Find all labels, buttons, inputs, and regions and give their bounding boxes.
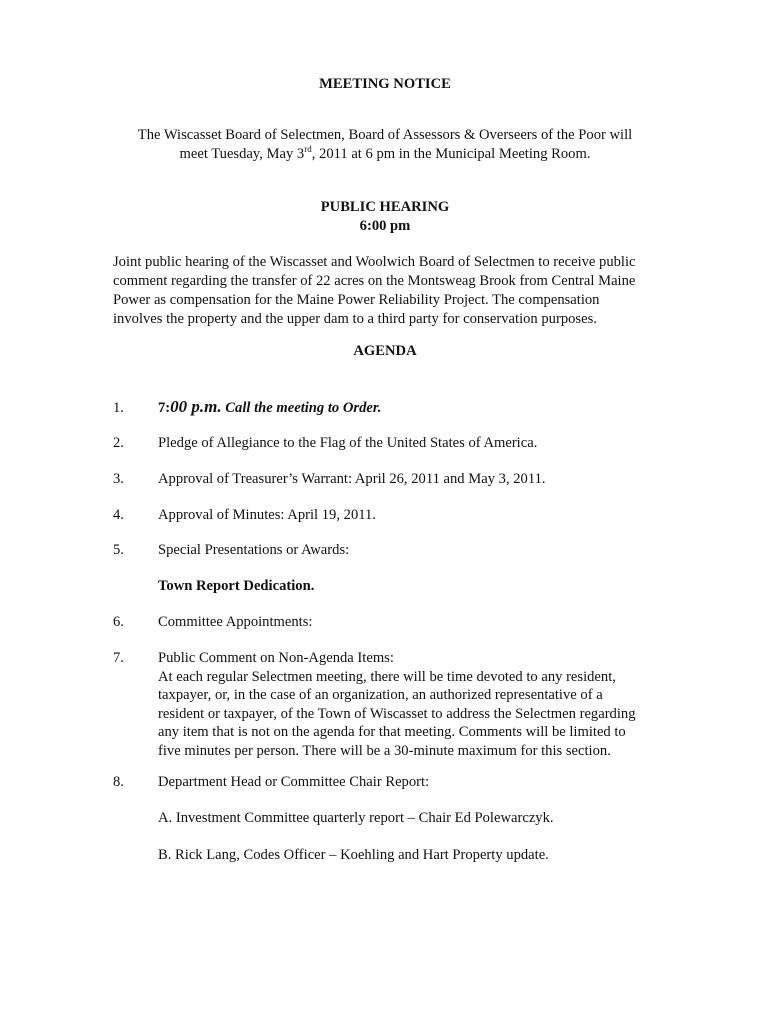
agenda-item-3: Approval of Treasurer’s Warrant: April 26, 2011 and May 3, 2011. [158,471,546,487]
agenda-item-1 [158,397,678,417]
item7-line: At each regular Selectmen meeting, there will be time devoted to any resident, [158,668,616,685]
agenda-heading: AGENDA [353,343,417,359]
agenda-item-2: Pledge of Allegiance to the Flag of the United States of America. [158,435,538,451]
agenda-item-5: Special Presentations or Awards: [158,542,350,558]
agenda-item-4: Approval of Minutes: April 19, 2011. [158,507,376,523]
item1-time-lead: 7: [158,400,171,416]
public-hearing-time: 6:00 pm [359,218,411,234]
hearing-line: involves the property and the upper dam to a third party for conservation purposes. [113,311,597,327]
agenda-item-number: 8. [113,774,124,790]
agenda-item-number: 3. [113,471,124,487]
item7-line: taxpayer, or, in the case of an organization, an authorized representative of a [158,687,603,703]
agenda-item-number: 5. [113,542,124,558]
item7-line: resident or taxpayer, of the Town of Wiscasset to address the Selectmen regarding [158,705,636,722]
agenda-item-number: 7. [113,650,124,666]
item7-line: Public Comment on Non-Agenda Items: [158,650,394,666]
intro-line-2-post: , 2011 at 6 pm in the Municipal Meeting Room. [311,146,591,162]
agenda-item-number: 2. [113,435,124,451]
agenda-item-number: 6. [113,614,124,630]
item1-time: 00 p.m. [170,397,222,416]
hearing-line: comment regarding the transfer of 22 acres on the Montsweag Brook from Central Maine [113,273,636,289]
hearing-line: Joint public hearing of the Wiscasset and Woolwich Board of Selectmen to receive public [113,254,636,270]
agenda-item-5-sub: Town Report Dedication. [158,578,315,594]
agenda-item-8-sub-b: B. Rick Lang, Codes Officer – Koehling and Hart Property update. [158,847,549,863]
intro-line-2 [0,146,770,163]
agenda-item-8: Department Head or Committee Chair Report: [158,774,430,790]
item7-line: five minutes per person. There will be a 30-minute maximum for this section. [158,742,611,759]
hearing-line: Power as compensation for the Maine Power Reliability Project. The compensation [113,292,600,308]
item7-line: any item that is not on the agenda for that meeting. Comments will be limited to [158,724,626,740]
public-hearing-heading: PUBLIC HEARING [320,199,450,215]
page-title: MEETING NOTICE [319,76,451,92]
agenda-item-8-sub-a: A. Investment Committee quarterly report – Chair Ed Polewarczyk. [158,810,554,826]
item1-text: Call the meeting to Order. [221,400,382,416]
hearing-paragraph [113,253,673,329]
agenda-item-6: Committee Appointments: [158,614,313,630]
agenda-item-7 [158,649,678,760]
agenda-item-number: 1. [113,400,124,416]
agenda-item-number: 4. [113,507,124,523]
intro-line-1: The Wiscasset Board of Selectmen, Board of Assessors & Overseers of the Poor will [137,127,633,143]
intro-date-suffix: rd [304,144,312,155]
intro-line-2-pre: meet Tuesday, May 3 [179,146,305,162]
